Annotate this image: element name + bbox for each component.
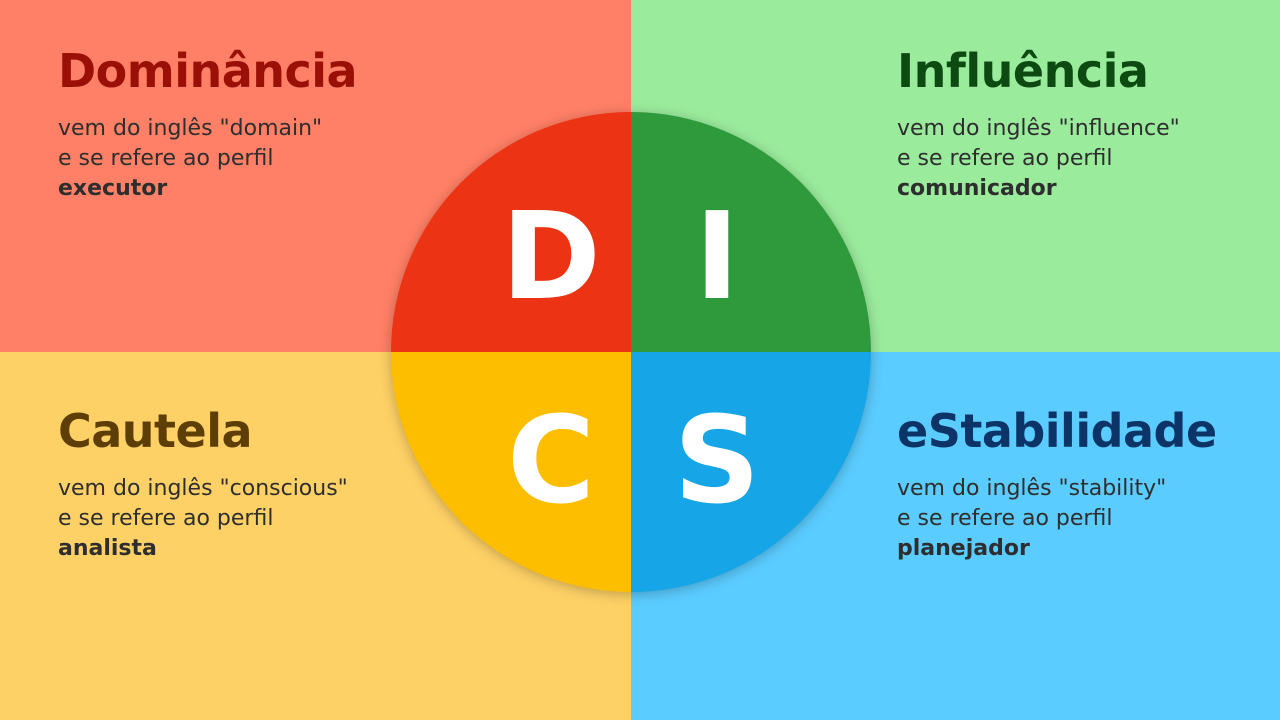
- letter-s: S: [673, 392, 761, 531]
- influence-text-block: [897, 40, 1180, 204]
- influence-origin: vem do inglês "influence": [897, 116, 1180, 141]
- caution-origin: vem do inglês "conscious": [58, 476, 348, 501]
- dominance-profile: executor: [58, 176, 168, 201]
- letter-d: D: [501, 188, 601, 327]
- stability-profile: planejador: [897, 536, 1030, 561]
- stability-refers: e se refere ao perfil: [897, 506, 1113, 531]
- stability-title: eStabilidade: [897, 404, 1217, 458]
- caution-text-block: [58, 400, 348, 564]
- dominance-title: Dominância: [58, 44, 358, 98]
- caution-description: [58, 474, 348, 564]
- stability-origin: vem do inglês "stability": [897, 476, 1167, 501]
- dominance-text-block: [58, 40, 357, 204]
- letter-i: I: [694, 188, 740, 327]
- stability-text-block: [897, 400, 1217, 564]
- dominance-refers: e se refere ao perfil: [58, 146, 274, 171]
- caution-title: Cautela: [58, 404, 253, 458]
- influence-refers: e se refere ao perfil: [897, 146, 1113, 171]
- letter-c: C: [506, 392, 596, 531]
- caution-profile: analista: [58, 536, 157, 561]
- caution-refers: e se refere ao perfil: [58, 506, 274, 531]
- dominance-description: [58, 114, 357, 204]
- influence-description: [897, 114, 1180, 204]
- disc-circle-svg: [391, 112, 871, 592]
- disc-circle: [391, 112, 871, 592]
- influence-profile: comunicador: [897, 176, 1057, 201]
- dominance-origin: vem do inglês "domain": [58, 116, 323, 141]
- stability-description: [897, 474, 1217, 564]
- circle-segment-i: [631, 112, 871, 352]
- influence-title: Influência: [897, 44, 1149, 98]
